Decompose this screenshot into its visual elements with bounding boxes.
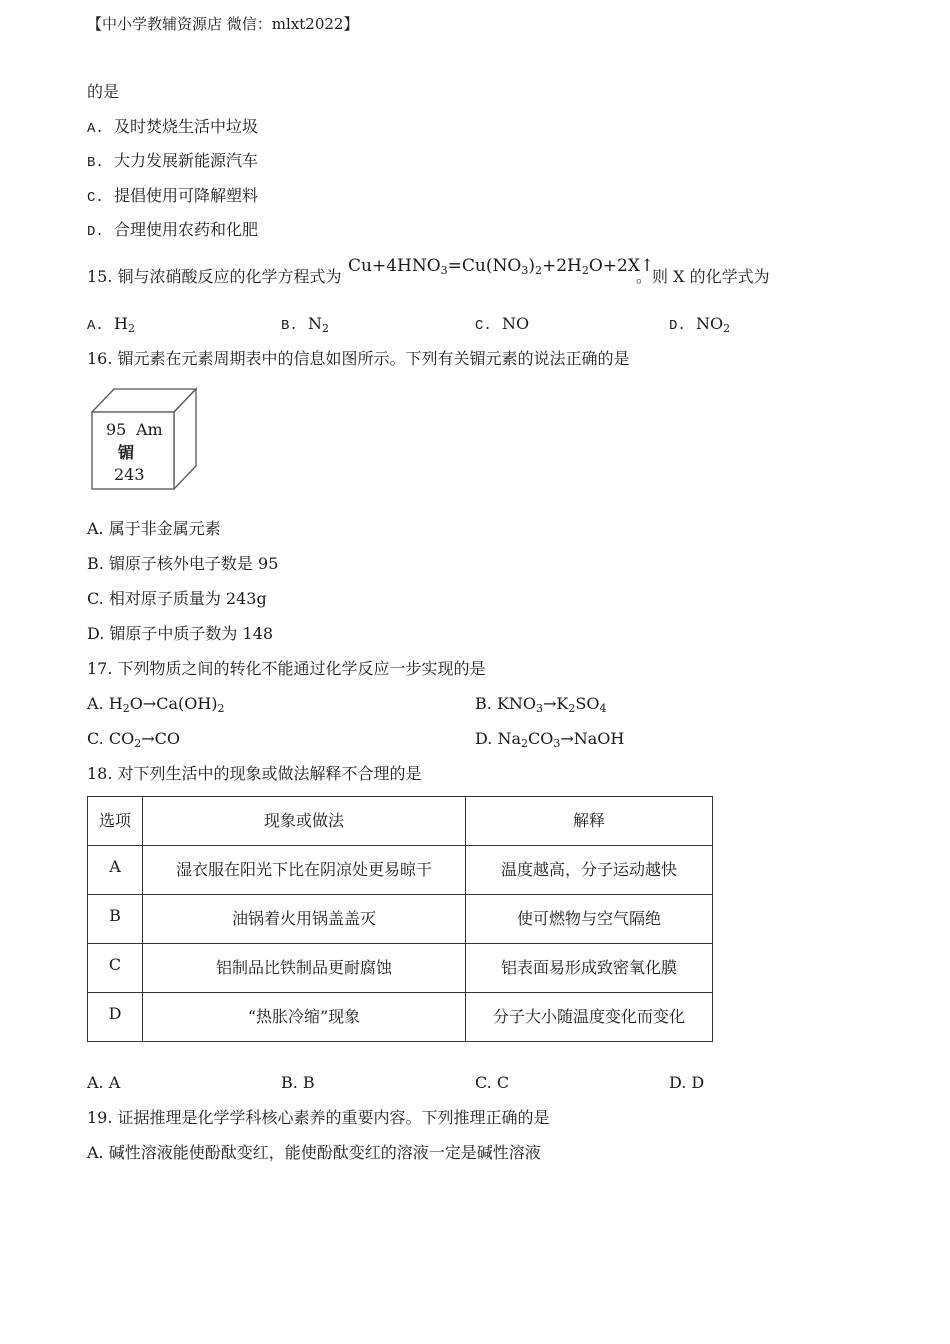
table-row: [88, 895, 713, 944]
q14-option-d: D. 合理使用农药和化肥: [87, 220, 258, 240]
page-header: 【中小学教辅资源店 微信：mlxt2022】: [87, 15, 359, 33]
q18-answer-c: C. C: [475, 1073, 510, 1092]
q17-option-d: D. $Na_2CO_3\to NaOH$: [475, 729, 625, 750]
q19-stem: 19. 证据推理是化学学科核心素养的重要内容。下列推理正确的是: [87, 1108, 550, 1127]
q14-stem-tail: 的是: [87, 82, 120, 101]
q15-suffix: 。则 X 的化学式为: [636, 267, 770, 286]
table-cell: B: [88, 895, 143, 944]
q16-stem: 16. 镅元素在元素周期表中的信息如图所示。下列有关镅元素的说法正确的是: [87, 349, 630, 368]
q15-option-b: B. $N_2$: [281, 314, 329, 335]
element-mass: 243: [114, 465, 145, 484]
q16-option-d: D. 镅原子中质子数为 148: [87, 624, 274, 643]
element-cell-figure: [88, 386, 200, 494]
q16-option-a: A. 属于非金属元素: [87, 519, 221, 538]
table-header-cell: 解释: [466, 797, 713, 846]
element-atomic-number: 95: [106, 420, 127, 439]
table-header-cell: 选项: [88, 797, 143, 846]
q16-option-b: B. 镅原子核外电子数是 95: [87, 554, 279, 573]
q17-option-c: C. $CO_2\to CO$: [87, 729, 180, 750]
q18-answer-b: B. B: [281, 1073, 315, 1092]
q15-option-c: C. NO: [475, 314, 530, 334]
table-cell: 湿衣服在阳光下比在阴凉处更易晾干: [143, 846, 466, 895]
q14-option-a: A. 及时焚烧生活中垃圾: [87, 117, 258, 137]
q14-option-c: C. 提倡使用可降解塑料: [87, 186, 258, 206]
q15-prefix: 15. 铜与浓硝酸反应的化学方程式为: [87, 267, 342, 286]
q17-stem: 17. 下列物质之间的转化不能通过化学反应一步实现的是: [87, 659, 486, 678]
q15-equation: $Cu+4HNO_3=Cu(NO_3)_2+2H_2O+2X↑$: [348, 256, 655, 277]
q19-option-a: A. 碱性溶液能使酚酞变红，能使酚酞变红的溶液一定是碱性溶液: [87, 1143, 541, 1162]
table-cell: C: [88, 944, 143, 993]
table-cell: A: [88, 846, 143, 895]
table-row: [88, 846, 713, 895]
element-name: 镅: [118, 443, 135, 462]
q16-option-c: C. 相对原子质量为 243g: [87, 589, 267, 608]
table-row: [88, 993, 713, 1042]
table-cell: “热胀冷缩”现象: [143, 993, 466, 1042]
q15-option-a: A. $H_2$: [87, 314, 135, 335]
table-header-cell: 现象或做法: [143, 797, 466, 846]
q18-answer-d: D. D: [669, 1073, 705, 1092]
table-cell: 使可燃物与空气隔绝: [466, 895, 713, 944]
q17-option-a: A. $H_2O\to Ca(OH)_2$: [87, 694, 225, 715]
q18-answer-a: A. A: [87, 1073, 121, 1092]
table-cell: 温度越高，分子运动越快: [466, 846, 713, 895]
q18-stem: 18. 对下列生活中的现象或做法解释不合理的是: [87, 764, 422, 783]
element-symbol: Am: [136, 420, 163, 439]
table-cell: 铝制品比铁制品更耐腐蚀: [143, 944, 466, 993]
table-cell: 铝表面易形成致密氧化膜: [466, 944, 713, 993]
table-cell: 油锅着火用锅盖盖灭: [143, 895, 466, 944]
table-row: [88, 944, 713, 993]
table-cell: 分子大小随温度变化而变化: [466, 993, 713, 1042]
q17-option-b: B. $KNO_3\to K_2SO_4$: [475, 694, 607, 715]
q18-table: [87, 796, 713, 1042]
q14-option-b: B. 大力发展新能源汽车: [87, 151, 258, 171]
table-cell: D: [88, 993, 143, 1042]
q15-option-d: D. $NO_2$: [669, 314, 731, 335]
table-header-row: [88, 797, 713, 846]
